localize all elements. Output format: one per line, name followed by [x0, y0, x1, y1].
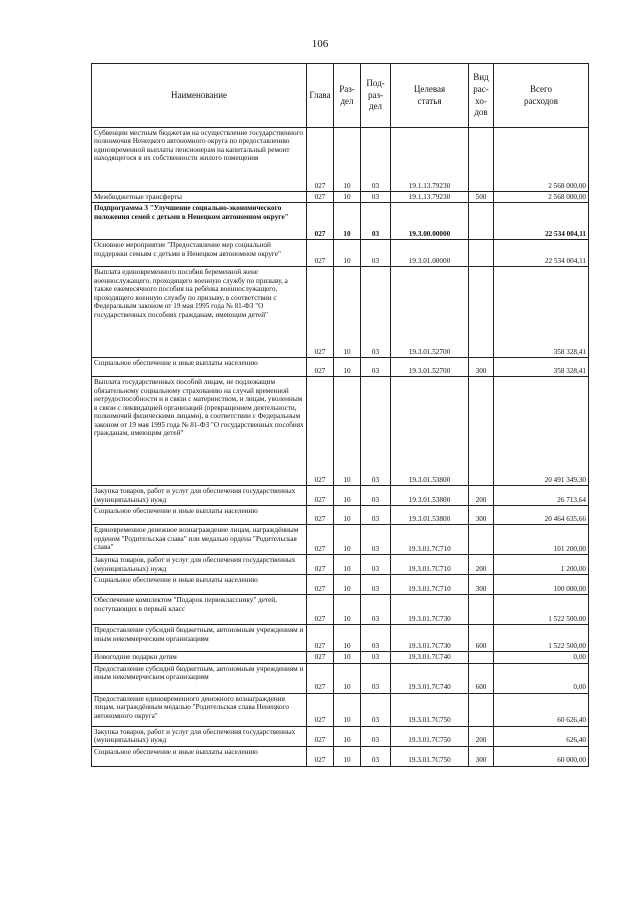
row-section-cell: 10 [334, 486, 361, 506]
row-total-cell: 22 534 004,11 [494, 240, 589, 267]
row-name-cell: Обеспечение комплектом "Подарок первокласснику" детей, поступающих в первый класс [92, 595, 307, 625]
row-total-cell: 26 713,64 [494, 486, 589, 506]
row-target-cell: 19.3.01.7С750 [391, 746, 469, 766]
row-name-cell: Межбюджетные трансферты [92, 192, 307, 203]
row-total-cell: 1 522 500,00 [494, 625, 589, 652]
row-subsection-cell: 03 [361, 652, 391, 663]
row-subsection-cell: 03 [361, 377, 391, 486]
table-row [92, 663, 589, 693]
row-target-cell: 19.3.01.7С710 [391, 575, 469, 595]
row-total-cell: 60 626,40 [494, 693, 589, 726]
row-expense-type-cell [469, 240, 494, 267]
row-total-cell: 626,40 [494, 726, 589, 746]
row-expense-type-cell: 300 [469, 358, 494, 377]
row-expense-type-cell [469, 693, 494, 726]
table-row [92, 203, 589, 240]
row-name-cell: Закупка товаров, работ и услуг для обеспечения государственных (муниципальных) нужд [92, 555, 307, 575]
row-target-cell: 19.3.01.7С710 [391, 525, 469, 555]
row-name-cell: Социальное обеспечение и иные выплаты населению [92, 575, 307, 595]
row-target-cell: 19.3.01.52700 [391, 358, 469, 377]
row-name-cell: Социальное обеспечение и иные выплаты населению [92, 358, 307, 377]
row-chapter-cell: 027 [307, 358, 334, 377]
row-section-cell: 10 [334, 625, 361, 652]
row-target-cell: 19.3.00.00000 [391, 203, 469, 240]
table-header-row [92, 64, 589, 128]
row-target-cell: 19.3.01.7С740 [391, 652, 469, 663]
header-subsection: Под- раз- дел [361, 64, 391, 128]
row-chapter-cell: 027 [307, 267, 334, 358]
row-subsection-cell: 03 [361, 625, 391, 652]
row-expense-type-cell: 500 [469, 192, 494, 203]
row-chapter-cell: 027 [307, 240, 334, 267]
row-total-cell: 0,00 [494, 652, 589, 663]
table-row [92, 486, 589, 506]
row-target-cell: 19.3.01.7С730 [391, 625, 469, 652]
row-section-cell: 10 [334, 192, 361, 203]
row-target-cell: 19.3.01.52700 [391, 267, 469, 358]
table-row [92, 746, 589, 766]
row-total-cell: 2 568 000,00 [494, 128, 589, 192]
row-subsection-cell: 03 [361, 358, 391, 377]
row-target-cell: 19.3.01.7С740 [391, 663, 469, 693]
table-row [92, 240, 589, 267]
row-chapter-cell: 027 [307, 506, 334, 525]
row-chapter-cell: 027 [307, 525, 334, 555]
table-row [92, 377, 589, 486]
row-subsection-cell: 03 [361, 267, 391, 358]
row-section-cell: 10 [334, 525, 361, 555]
row-target-cell: 19.3.01.53800 [391, 486, 469, 506]
row-total-cell: 100 000,00 [494, 575, 589, 595]
row-section-cell: 10 [334, 575, 361, 595]
row-section-cell: 10 [334, 693, 361, 726]
row-name-cell: Закупка товаров, работ и услуг для обеспечения государственных (муниципальных) нужд [92, 486, 307, 506]
row-chapter-cell: 027 [307, 663, 334, 693]
row-section-cell: 10 [334, 595, 361, 625]
table-row [92, 625, 589, 652]
table-row [92, 525, 589, 555]
row-expense-type-cell: 600 [469, 625, 494, 652]
row-target-cell: 19.3.01.53800 [391, 377, 469, 486]
row-chapter-cell: 027 [307, 746, 334, 766]
table-row [92, 555, 589, 575]
row-chapter-cell: 027 [307, 575, 334, 595]
row-chapter-cell: 027 [307, 192, 334, 203]
row-subsection-cell: 03 [361, 595, 391, 625]
row-name-cell: Социальное обеспечение и иные выплаты населению [92, 506, 307, 525]
row-chapter-cell: 027 [307, 203, 334, 240]
row-section-cell: 10 [334, 663, 361, 693]
table-row [92, 506, 589, 525]
row-expense-type-cell [469, 377, 494, 486]
table-row [92, 267, 589, 358]
budget-table [91, 63, 589, 767]
row-total-cell: 2 568 000,00 [494, 192, 589, 203]
row-target-cell: 19.3.01.7С710 [391, 555, 469, 575]
table-row [92, 652, 589, 663]
row-chapter-cell: 027 [307, 625, 334, 652]
row-expense-type-cell [469, 652, 494, 663]
row-section-cell: 10 [334, 267, 361, 358]
table-row [92, 726, 589, 746]
header-name: Наименование [92, 64, 307, 128]
row-expense-type-cell: 200 [469, 726, 494, 746]
header-section: Раз- дел [334, 64, 361, 128]
row-chapter-cell: 027 [307, 128, 334, 192]
row-section-cell: 10 [334, 746, 361, 766]
row-expense-type-cell [469, 128, 494, 192]
table-row [92, 575, 589, 595]
row-name-cell: Субвенции местным бюджетам на осуществление государственного полномочия Ненецкого автономного округа по предоставлению единовременной выплаты пенсионерам на капитальный ремонт находящегося в их собственности жилого помещения [92, 128, 307, 192]
row-section-cell: 10 [334, 358, 361, 377]
row-name-cell: Основное мероприятие "Предоставление мер социальной поддержки семьям с детьми в Ненецком автономном округе" [92, 240, 307, 267]
row-subsection-cell: 03 [361, 506, 391, 525]
row-subsection-cell: 03 [361, 525, 391, 555]
table-row [92, 693, 589, 726]
row-section-cell: 10 [334, 240, 361, 267]
row-target-cell: 19.3.01.53800 [391, 506, 469, 525]
row-expense-type-cell: 300 [469, 506, 494, 525]
row-target-cell: 19.1.13.79230 [391, 128, 469, 192]
row-name-cell: Закупка товаров, работ и услуг для обеспечения государственных (муниципальных) нужд [92, 726, 307, 746]
row-name-cell: Выплата единовременного пособия беременной жене военнослужащего, проходящего военную службу по призыву, а также ежемесячного пособия на ребёнка военнослужащего, проходящего военную службу по призыву, в соответствии с Федеральным законом от 19 мая 1995 года № 81-ФЗ "О государственных пособиях гражданам, имеющим детей" [92, 267, 307, 358]
row-subsection-cell: 03 [361, 486, 391, 506]
page-number: 106 [311, 38, 329, 50]
row-target-cell: 19.3.01.7С730 [391, 595, 469, 625]
row-subsection-cell: 03 [361, 203, 391, 240]
row-expense-type-cell: 300 [469, 746, 494, 766]
table-row [92, 595, 589, 625]
row-subsection-cell: 03 [361, 240, 391, 267]
row-expense-type-cell: 300 [469, 575, 494, 595]
row-total-cell: 358 328,41 [494, 358, 589, 377]
row-chapter-cell: 027 [307, 726, 334, 746]
row-chapter-cell: 027 [307, 693, 334, 726]
row-subsection-cell: 03 [361, 726, 391, 746]
row-name-cell: Подпрограмма 3 "Улучшение социально-экономического положения семей с детьми в Ненецком автономном округе" [92, 203, 307, 240]
row-expense-type-cell [469, 267, 494, 358]
row-chapter-cell: 027 [307, 652, 334, 663]
header-total: Всего расходов [494, 64, 589, 128]
row-expense-type-cell: 200 [469, 486, 494, 506]
row-chapter-cell: 027 [307, 595, 334, 625]
row-name-cell: Предоставление субсидий бюджетным, автономным учреждениям и иным некоммерческим организациям [92, 663, 307, 693]
row-total-cell: 20 464 635,66 [494, 506, 589, 525]
header-expense-type: Вид рас- хо- дов [469, 64, 494, 128]
row-expense-type-cell: 200 [469, 555, 494, 575]
row-target-cell: 19.3.01.7С750 [391, 726, 469, 746]
row-subsection-cell: 03 [361, 575, 391, 595]
table-row [92, 128, 589, 192]
row-section-cell: 10 [334, 652, 361, 663]
row-total-cell: 0,00 [494, 663, 589, 693]
row-section-cell: 10 [334, 377, 361, 486]
row-section-cell: 10 [334, 128, 361, 192]
row-total-cell: 20 491 349,30 [494, 377, 589, 486]
row-name-cell: Предоставление субсидий бюджетным, автономным учреждениям и иным некоммерческим организациям [92, 625, 307, 652]
row-name-cell: Единовременное денежное вознаграждение лицам, награждённым орденом "Родительская слава" или медалью ордена "Родительская слава" [92, 525, 307, 555]
row-expense-type-cell [469, 595, 494, 625]
row-expense-type-cell: 600 [469, 663, 494, 693]
row-total-cell: 1 522 500,00 [494, 595, 589, 625]
row-section-cell: 10 [334, 506, 361, 525]
row-subsection-cell: 03 [361, 693, 391, 726]
row-total-cell: 358 328,41 [494, 267, 589, 358]
row-section-cell: 10 [334, 555, 361, 575]
row-section-cell: 10 [334, 726, 361, 746]
row-target-cell: 19.1.13.79230 [391, 192, 469, 203]
table-row [92, 358, 589, 377]
row-expense-type-cell [469, 525, 494, 555]
row-subsection-cell: 03 [361, 128, 391, 192]
row-chapter-cell: 027 [307, 486, 334, 506]
row-subsection-cell: 03 [361, 555, 391, 575]
row-total-cell: 101 200,00 [494, 525, 589, 555]
row-subsection-cell: 03 [361, 663, 391, 693]
row-target-cell: 19.3.01.7С750 [391, 693, 469, 726]
row-subsection-cell: 03 [361, 746, 391, 766]
table-row [92, 192, 589, 203]
header-chapter: Глава [307, 64, 334, 128]
row-subsection-cell: 03 [361, 192, 391, 203]
row-name-cell: Выплата государственных пособий лицам, не подлежащим обязательному социальному страхованию на случай временной нетрудоспособности и в связи с материнством, и лицам, уволенным в связи с ликвидацией организаций (прекращением деятельности, полномочий физическими лицами), в соответствии с Федеральным законом от 19 мая 1995 года № 81-ФЗ "О государственных пособиях гражданам, имеющим детей" [92, 377, 307, 486]
row-chapter-cell: 027 [307, 555, 334, 575]
row-chapter-cell: 027 [307, 377, 334, 486]
header-target-article: Целевая статья [391, 64, 469, 128]
row-expense-type-cell [469, 203, 494, 240]
row-total-cell: 1 200,00 [494, 555, 589, 575]
row-name-cell: Социальное обеспечение и иные выплаты населению [92, 746, 307, 766]
row-section-cell: 10 [334, 203, 361, 240]
row-total-cell: 60 000,00 [494, 746, 589, 766]
row-name-cell: Предоставление единовременного денежного вознаграждения лицам, награждённым медалью "Родительская слава Ненецкого автономного округа" [92, 693, 307, 726]
row-total-cell: 22 534 004,11 [494, 203, 589, 240]
row-name-cell: Новогодние подарки детям [92, 652, 307, 663]
row-target-cell: 19.3.01.00000 [391, 240, 469, 267]
